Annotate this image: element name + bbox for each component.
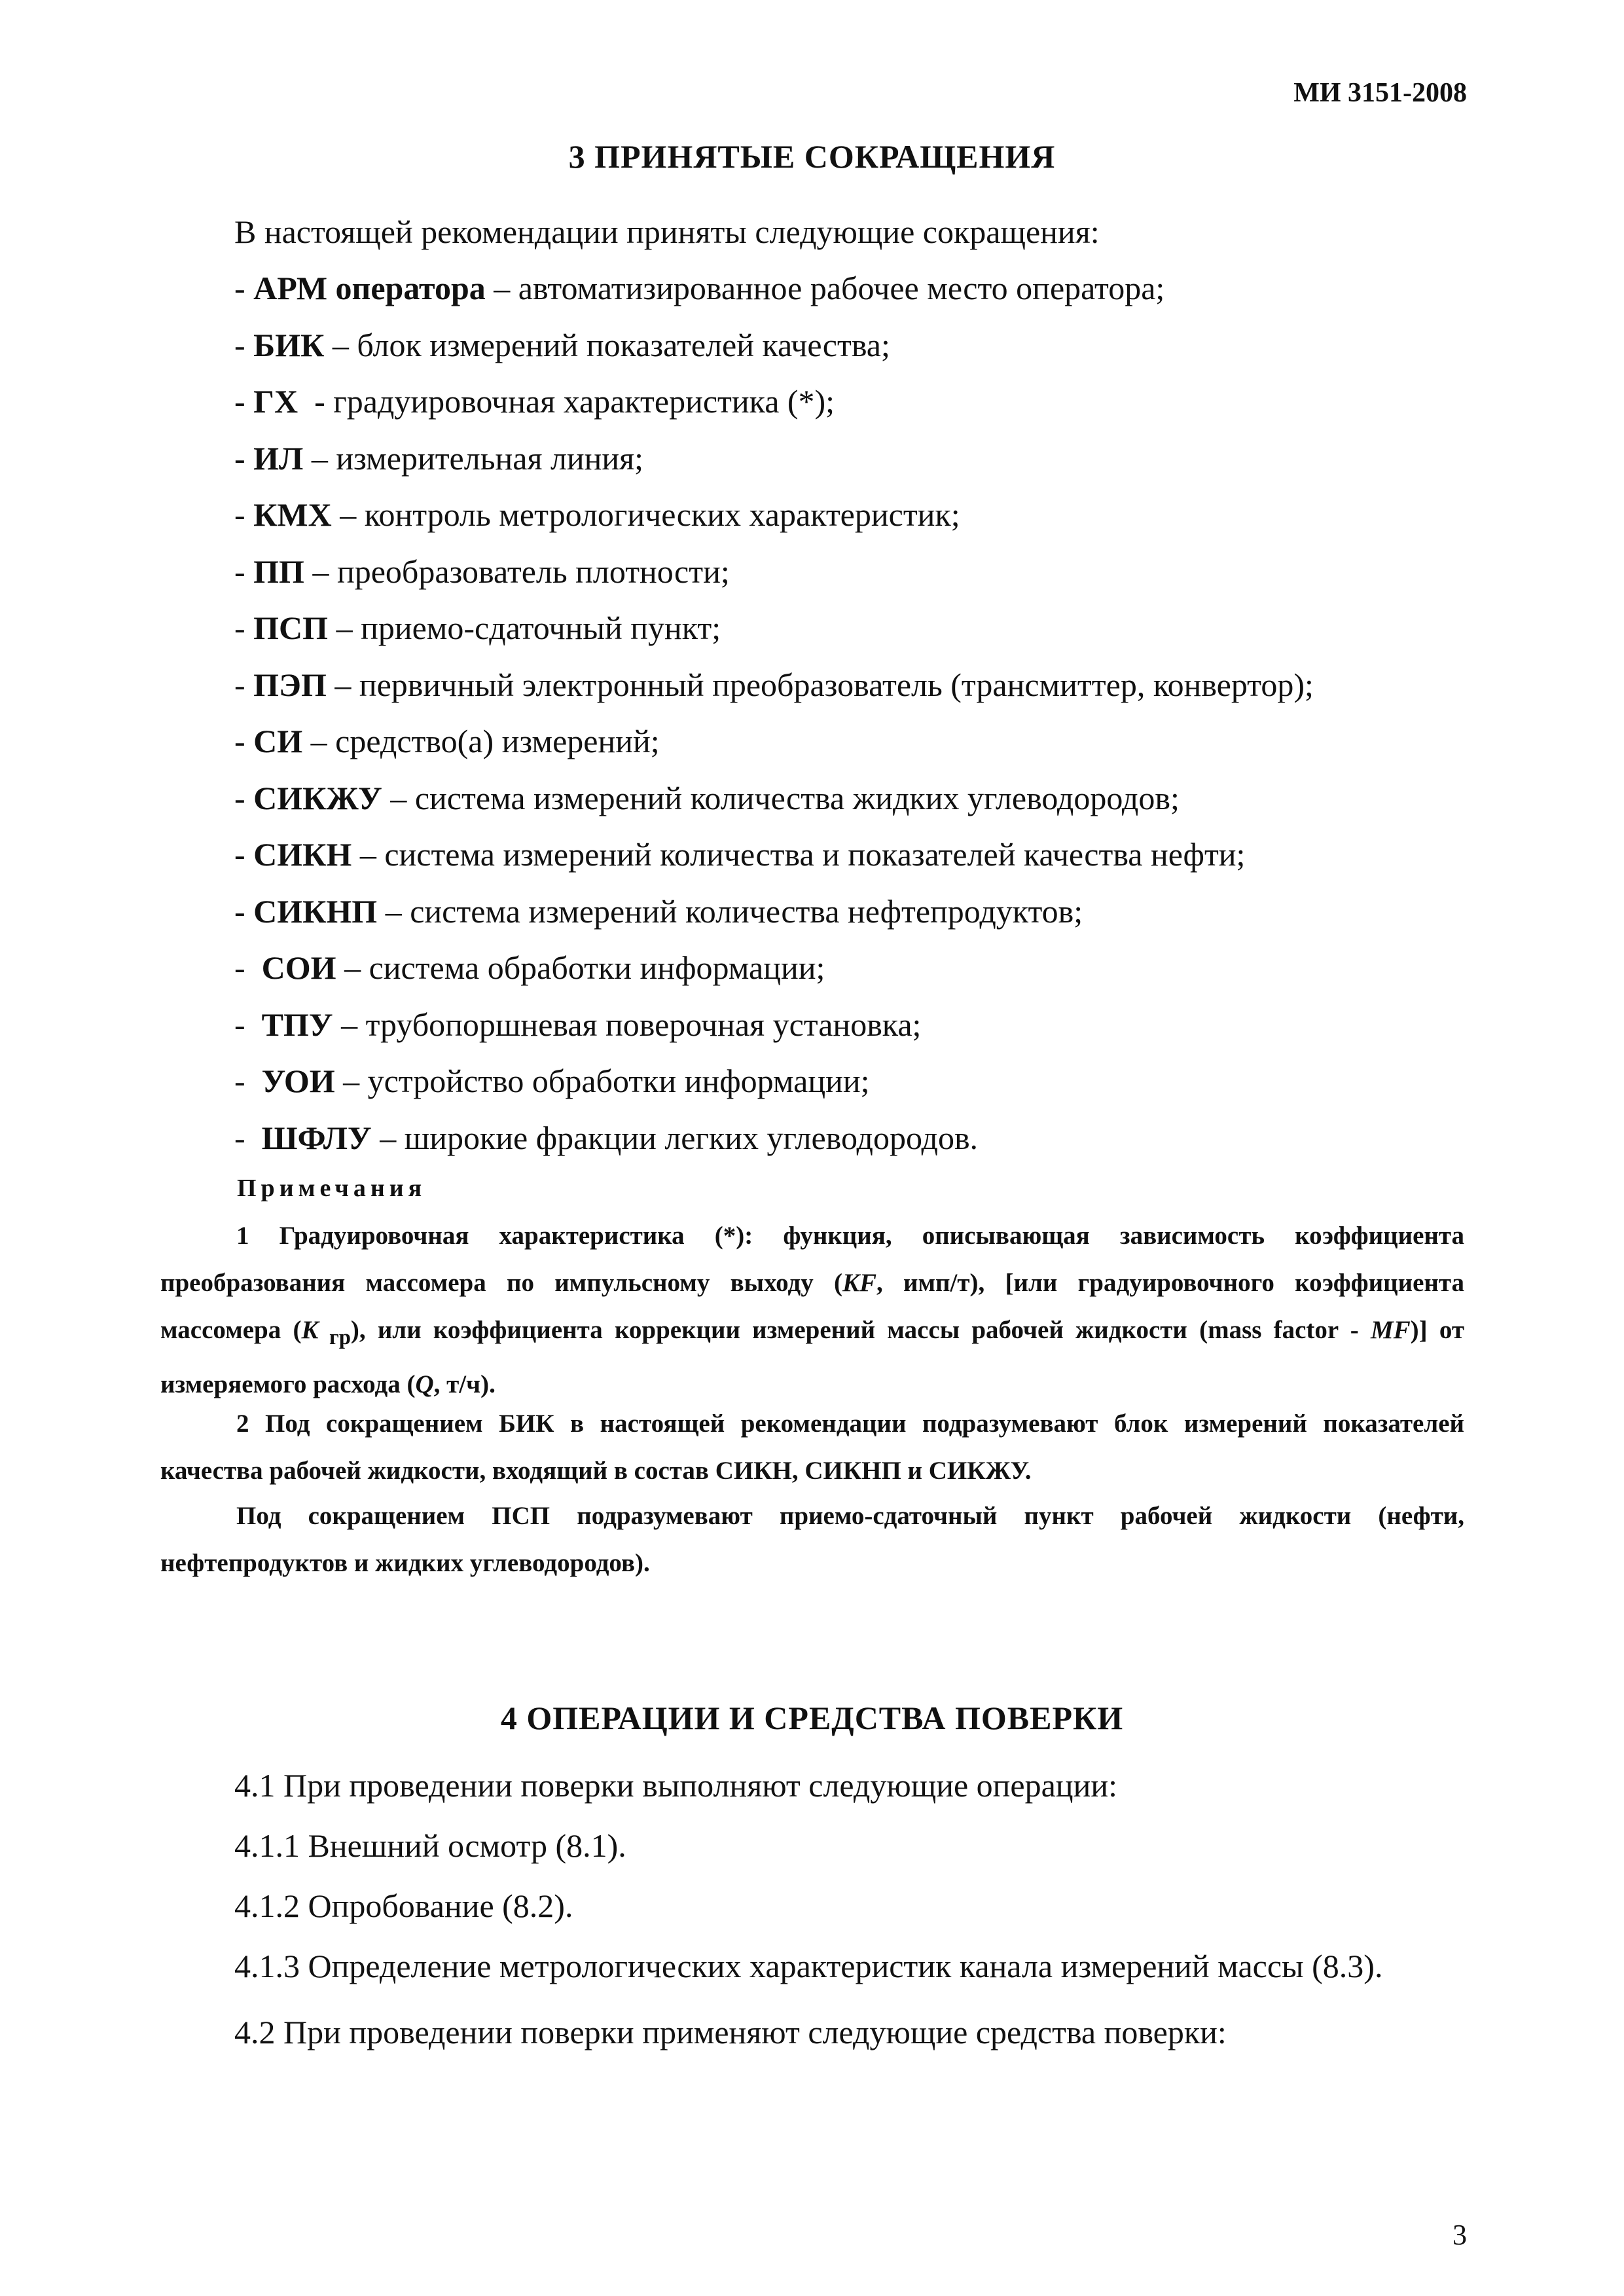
abbreviation-list: [234, 268, 1314, 1175]
abbreviation-dash: -: [234, 1063, 262, 1099]
abbreviation-term: СИКЖУ: [253, 779, 382, 816]
abbreviation-dash: -: [234, 496, 254, 533]
abbreviation-definition: – устройство обработки информации;: [334, 1063, 870, 1099]
abbreviation-term: СИ: [253, 723, 303, 759]
page-number: 3: [1453, 2219, 1467, 2251]
clause-4-1-3: 4.1.3 Определение метрологических характеристик канала измерений массы (8.3).: [234, 1948, 1383, 1984]
abbreviation-term: ПЭП: [253, 666, 327, 703]
note-1-text-c: ), или коэффициента коррекции измерений массы рабочей жидкости (mass factor -: [350, 1316, 1371, 1344]
abbreviation-item: [234, 552, 1314, 609]
abbreviation-item: [234, 495, 1314, 552]
notes-title: Примечания: [237, 1175, 427, 1202]
abbreviation-definition: – система обработки информации;: [336, 949, 825, 986]
abbreviation-dash: -: [234, 439, 254, 477]
abbreviation-item: [234, 835, 1314, 892]
abbreviation-item: [234, 1118, 1314, 1175]
abbreviation-definition: – средство(а) измерений;: [302, 723, 660, 759]
abbreviation-dash: -: [234, 892, 254, 930]
abbreviation-definition: – система измерений количества нефтепродуктов;: [377, 892, 1083, 930]
abbreviation-item: [234, 721, 1314, 778]
abbreviation-dash: -: [234, 836, 254, 873]
abbreviation-item: [234, 608, 1314, 665]
abbreviation-term: УОИ: [261, 1063, 335, 1099]
abbreviation-term: КМХ: [253, 496, 332, 533]
abbreviation-dash: -: [234, 666, 254, 703]
abbreviation-dash: -: [234, 553, 254, 590]
note-1-text-d: )] от измеряемого расхода (: [160, 1316, 1464, 1398]
abbreviation-definition: – автоматизированное рабочее место оператора;: [485, 270, 1165, 306]
abbreviation-term: ТПУ: [261, 1006, 333, 1043]
note-1-text-a: 1 Градуировочная характеристика (*): функция, описывающая зависимость коэффициента преобразования массомера по импульсному выходу (: [160, 1222, 1464, 1297]
note-1-subscript: гр: [318, 1325, 351, 1349]
abbreviation-term: СИКН: [253, 836, 352, 873]
abbreviation-item: [234, 439, 1314, 496]
abbreviation-item: [234, 948, 1314, 1005]
note-1-kf: KF: [842, 1269, 877, 1297]
abbreviation-dash: -: [234, 723, 254, 759]
abbreviation-dash: -: [234, 949, 262, 986]
note-3: Под сокращением ПСП подразумевают приемо-сдаточный пункт рабочей жидкости (нефти, нефтепродуктов и жидких углеводородов).: [160, 1502, 1464, 1577]
abbreviation-term: ПСП: [253, 610, 329, 646]
abbreviation-definition: – контроль метрологических характеристик;: [331, 496, 960, 533]
abbreviation-item: [234, 268, 1314, 325]
clause-4-1-1: 4.1.1 Внешний осмотр (8.1).: [234, 1827, 626, 1864]
abbreviation-definition: – трубопоршневая поверочная установка;: [333, 1006, 922, 1043]
abbreviation-item: [234, 778, 1314, 835]
note-2: 2 Под сокращением БИК в настоящей рекомендации подразумевают блок измерений показателей качества рабочей жидкости, входящий в состав СИКН, СИКНП и СИКЖУ.: [160, 1410, 1464, 1485]
document-code: МИ 3151-2008: [1293, 78, 1467, 108]
note-1-mf: MF: [1370, 1316, 1411, 1344]
abbreviation-definition: – система измерений количества жидких углеводородов;: [382, 779, 1180, 816]
note-1-q: Q: [415, 1370, 434, 1398]
abbreviation-item: [234, 1005, 1314, 1062]
abbreviation-definition: – широкие фракции легких углеводородов.: [371, 1119, 979, 1156]
abbreviation-definition: - градуировочная характеристика (*);: [298, 383, 835, 420]
clause-4-1: 4.1 При проведении поверки выполняют следующие операции:: [234, 1767, 1117, 1804]
abbreviation-term: ГХ: [253, 383, 298, 420]
abbreviation-definition: – блок измерений показателей качества;: [324, 326, 890, 363]
abbreviation-dash: -: [234, 1119, 262, 1156]
note-1-k: K: [301, 1316, 319, 1344]
abbreviation-term: СОИ: [261, 949, 336, 986]
abbreviation-term: СИКНП: [253, 892, 378, 930]
clause-4-1-2: 4.1.2 Опробование (8.2).: [234, 1887, 573, 1924]
abbreviation-dash: -: [234, 326, 254, 363]
abbreviation-definition: – система измерений количества и показателей качества нефти;: [352, 836, 1246, 873]
abbreviation-item: [234, 325, 1314, 382]
abbreviation-definition: – измерительная линия;: [303, 439, 644, 477]
note-1-text-e: , т/ч).: [433, 1370, 496, 1398]
abbreviation-item: [234, 665, 1314, 722]
note-1: [160, 1212, 1464, 1408]
abbreviation-term: БИК: [253, 326, 325, 363]
abbreviation-definition: – преобразователь плотности;: [304, 553, 730, 590]
note-1-text-b: , имп/т), [или градуировочного коэффициента массомера (: [160, 1269, 1464, 1344]
abbreviation-definition: – приемо-сдаточный пункт;: [328, 610, 721, 646]
abbreviation-dash: -: [234, 779, 254, 816]
clause-4-2: 4.2 При проведении поверки применяют следующие средства поверки:: [234, 2014, 1227, 2050]
abbreviation-dash: -: [234, 270, 254, 306]
abbreviation-term: ИЛ: [253, 439, 304, 477]
abbreviation-item: [234, 892, 1314, 949]
abbreviation-term: ПП: [253, 553, 304, 590]
abbreviation-dash: -: [234, 610, 254, 646]
abbreviation-dash: -: [234, 1006, 262, 1043]
abbreviation-term: АРМ оператора: [253, 270, 486, 306]
abbreviation-dash: -: [234, 383, 254, 420]
section-3-intro: В настоящей рекомендации приняты следующие сокращения:: [234, 213, 1100, 250]
abbreviation-item: [234, 382, 1314, 439]
section-4-title: 4 ОПЕРАЦИИ И СРЕДСТВА ПОВЕРКИ: [500, 1700, 1124, 1736]
abbreviation-item: [234, 1061, 1314, 1118]
section-3-title: 3 ПРИНЯТЫЕ СОКРАЩЕНИЯ: [568, 138, 1056, 175]
abbreviation-term: ШФЛУ: [261, 1119, 372, 1156]
abbreviation-definition: – первичный электронный преобразователь (трансмиттер, конвертор);: [326, 666, 1314, 703]
